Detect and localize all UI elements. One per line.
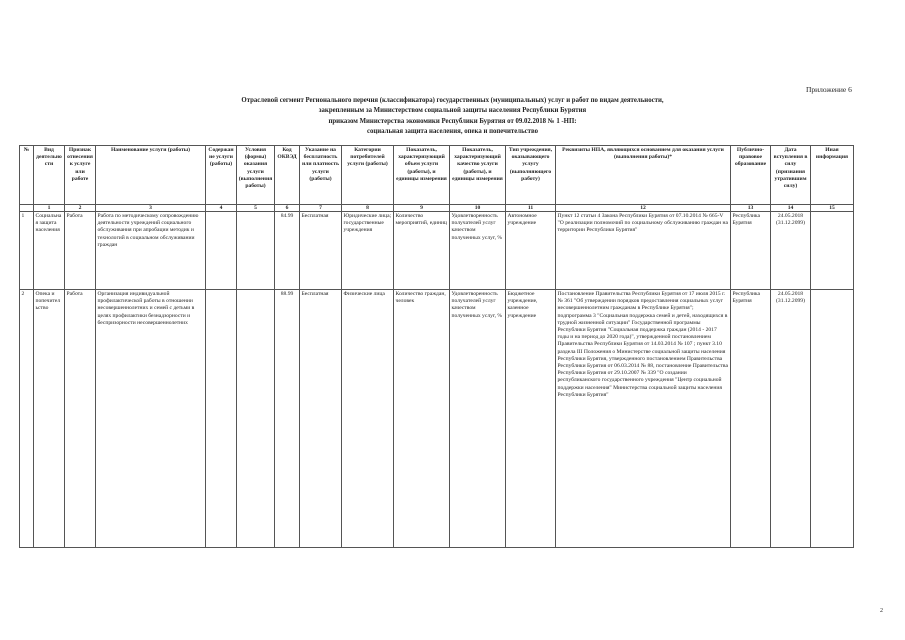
column-number: 12	[556, 205, 731, 212]
column-number: 5	[237, 205, 275, 212]
date-cell: 24.05.2018 (31.12.2099)	[771, 290, 811, 548]
date-cell: 24.05.2018 (31.12.2099)	[771, 212, 811, 290]
header-cell: Наименование услуги (работы)	[96, 146, 206, 205]
column-number: 15	[811, 205, 854, 212]
header-cell: Реквизиты НПА, являющихся основанием для оказания услуги (выполнения работы)*	[556, 146, 731, 205]
row-number: 1	[20, 212, 34, 290]
content-cell	[206, 290, 237, 548]
title-line: Отраслевой сегмент Регионального перечня (классификатора) государственных (муниципальных) услуг и работ по видам деятельности,	[241, 97, 664, 104]
table-row	[20, 290, 854, 548]
title-line: приказом Министерства экономики Республики Бурятия от 09.02.2018 № 1 -НП:	[328, 117, 577, 125]
page-number: 2	[880, 608, 883, 614]
activity-cell: Опека и попечительство	[34, 290, 65, 548]
consumers-cell: Физические лица	[342, 290, 394, 548]
table-row	[20, 212, 854, 290]
registry-table	[19, 145, 854, 548]
header-cell: Показатель, характеризующий качество услуги (работы), и единицы измерения	[450, 146, 506, 205]
okved-cell: 88.99	[275, 290, 300, 548]
appendix-label: Приложение 6	[806, 85, 852, 94]
entity-cell: Республика Бурятия	[731, 290, 771, 548]
payment-cell: Бесплатная	[300, 290, 342, 548]
other-cell	[811, 290, 854, 548]
column-number: 9	[394, 205, 450, 212]
row-number: 2	[20, 290, 34, 548]
header-cell: Дата вступления в силу (признания утратившим силу)	[771, 146, 811, 205]
npa-cell: Постановление Правительства Республики Бурятия от 17 июля 2015 г. № 361 "Об утверждении порядков предоставления социальных услуг несовершеннолетним гражданам в Республике Бурятия"; подпрограмма 3 "Социальная поддержка семей и детей, находящихся в трудной жизненной ситуации" Государственной программы Республики Бурятия "Социальная поддержка граждан (2014 - 2017 годы и на период до 2020 года)", утвержденной постановлением Правительства Республики Бурятия от 14.03.2014 № 107 ; пункт 3.10 раздела III Положения о Министерстве социальной защиты населения Республики Бурятия, утвержденного постановлением Правительства Республики Бурятия от 06.03.2014 № 88, постановление Правительства Республики Бурятия от 29.10.2007 № 339 "О создании республиканского государственного учреждения "Центр социальной поддержки населения" Министерства социальной защиты населения Республики Бурятия"	[556, 290, 731, 548]
title-line: социальная защита населения, опека и попечительство	[366, 127, 539, 135]
payment-cell: Бесплатная	[300, 212, 342, 290]
other-cell	[811, 212, 854, 290]
service-name-cell: Работа по методическому сопровождению деятельности учреждений социального обслуживания при апробации методик и технологий в социальном обслуживании граждан	[96, 212, 206, 290]
header-cell: Код ОКВЭД	[275, 146, 300, 205]
conditions-cell	[237, 212, 275, 290]
quality-cell: Удовлетворенность получателей услуг качеством полученных услуг, %	[450, 212, 506, 290]
column-number: 11	[506, 205, 556, 212]
column-number: 1	[34, 205, 65, 212]
service-name-cell: Организация индивидуальной профилактической работы в отношении несовершеннолетних и семей с детьми в целях профилактики безнадзорности и беспризорности несовершеннолетних	[96, 290, 206, 548]
attribute-cell: Работа	[65, 290, 96, 548]
activity-cell: Социальная защита населения	[34, 212, 65, 290]
volume-cell: Количество граждан, человек	[394, 290, 450, 548]
npa-cell: Пункт 12 статьи 4 Закона Республики Бурятия от 07.10.2014 № 665-V "О реализации полномочий по социальному обслуживанию граждан на территории Республики Бурятия"	[556, 212, 731, 290]
column-number: 2	[65, 205, 96, 212]
volume-cell: Количество мероприятий, единиц	[394, 212, 450, 290]
column-number: 7	[300, 205, 342, 212]
column-number	[20, 205, 34, 212]
header-cell: Указание на бесплатность или платность услуги (работы)	[300, 146, 342, 205]
header-cell: №	[20, 146, 34, 205]
header-cell: Иная информация	[811, 146, 854, 205]
document-title	[100, 96, 805, 137]
title-line: закрепленным за Министерством социальной защиты населения Республики Бурятия	[318, 107, 587, 115]
institution-type-cell: Бюджетное учреждение, казенное учреждение	[506, 290, 556, 548]
content-cell	[206, 212, 237, 290]
header-cell: Публично-правовое образование	[731, 146, 771, 205]
header-cell: Тип учреждения, оказывающего услугу (выполняющего работу)	[506, 146, 556, 205]
column-number: 4	[206, 205, 237, 212]
header-row	[20, 146, 854, 205]
column-number: 6	[275, 205, 300, 212]
column-number: 14	[771, 205, 811, 212]
consumers-cell: Юридические лица; государственные учреждения	[342, 212, 394, 290]
column-number: 13	[731, 205, 771, 212]
attribute-cell: Работа	[65, 212, 96, 290]
entity-cell: Республика Бурятия	[731, 212, 771, 290]
conditions-cell	[237, 290, 275, 548]
column-number: 3	[96, 205, 206, 212]
header-cell: Вид деятельности	[34, 146, 65, 205]
header-cell: Показатель, характеризующий объем услуги (работы), и единицы измерения	[394, 146, 450, 205]
header-cell: Признак отнесения к услуге или работе	[65, 146, 96, 205]
header-cell: Условия (формы) оказания услуги (выполнения работы)	[237, 146, 275, 205]
quality-cell: Удовлетворенность получателей услуг качеством полученных услуг, %	[450, 290, 506, 548]
column-number-row	[20, 205, 854, 212]
institution-type-cell: Автономное учреждение	[506, 212, 556, 290]
column-number: 10	[450, 205, 506, 212]
column-number: 8	[342, 205, 394, 212]
header-cell: Категории потребителей услуги (работы)	[342, 146, 394, 205]
okved-cell: 84.99	[275, 212, 300, 290]
header-cell: Содержание услуги (работы)	[206, 146, 237, 205]
